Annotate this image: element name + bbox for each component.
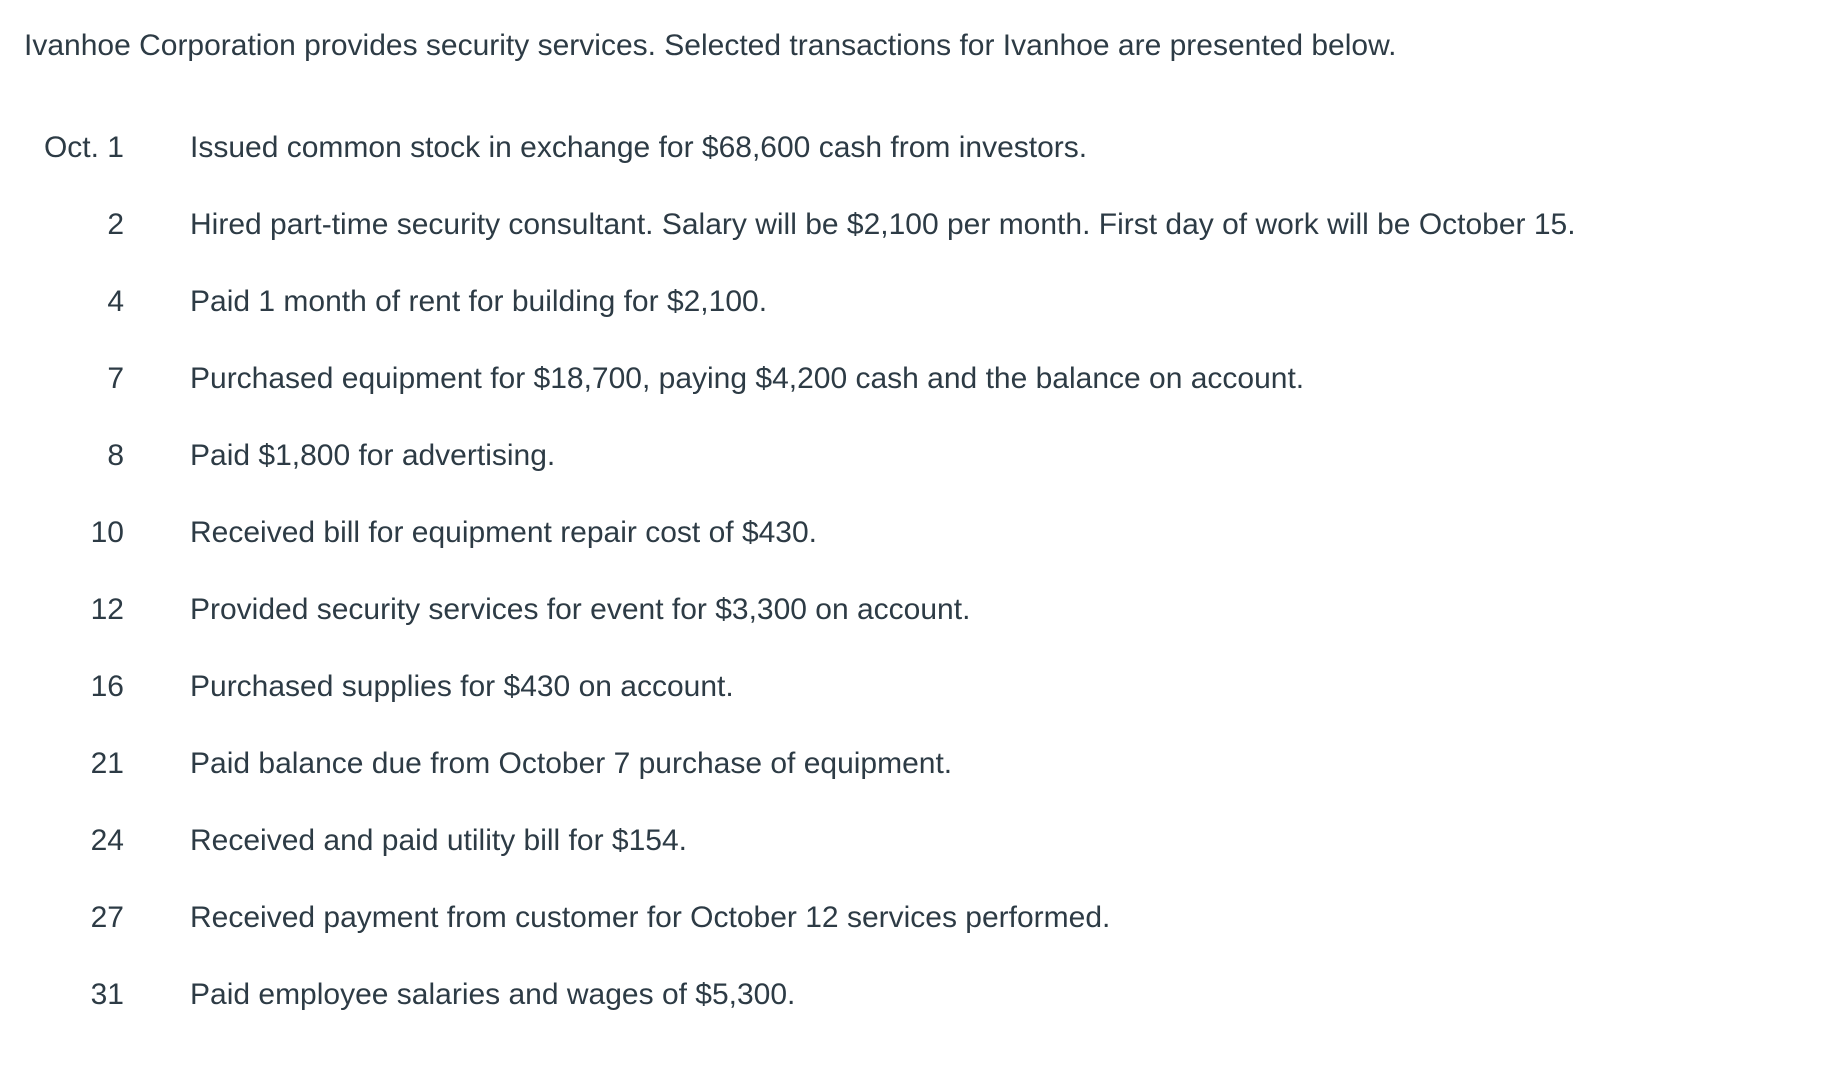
transaction-description: Received and paid utility bill for $154. <box>190 824 687 857</box>
transaction-row <box>0 205 1832 282</box>
transaction-date: 2 <box>107 208 124 241</box>
transaction-date: 10 <box>90 516 124 549</box>
intro-text: Ivanhoe Corporation provides security services. Selected transactions for Ivanhoe are presented below. <box>24 29 1397 62</box>
transaction-row <box>0 436 1832 513</box>
transaction-row <box>0 667 1832 744</box>
transaction-date: 16 <box>90 670 124 703</box>
transaction-description: Purchased equipment for $18,700, paying $4,200 cash and the balance on account. <box>190 362 1305 395</box>
transaction-row <box>0 975 1832 1052</box>
transaction-description: Paid employee salaries and wages of $5,300. <box>190 978 796 1011</box>
transaction-description: Paid balance due from October 7 purchase of equipment. <box>190 747 953 780</box>
transaction-row <box>0 128 1832 205</box>
transaction-row <box>0 359 1832 436</box>
transaction-description: Hired part-time security consultant. Salary will be $2,100 per month. First day of work will be October 15. <box>190 208 1576 241</box>
transaction-date: Oct. 1 <box>43 131 124 164</box>
transaction-row <box>0 744 1832 821</box>
transaction-date: 4 <box>107 285 124 318</box>
transaction-description: Paid $1,800 for advertising. <box>190 439 556 472</box>
transaction-description: Provided security services for event for $3,300 on account. <box>190 593 971 626</box>
transaction-date: 27 <box>90 901 124 934</box>
transaction-row <box>0 590 1832 667</box>
transaction-row <box>0 898 1832 975</box>
transaction-description: Received bill for equipment repair cost of $430. <box>190 516 818 549</box>
transaction-row <box>0 821 1832 898</box>
transaction-date: 12 <box>90 593 124 626</box>
transaction-date: 24 <box>90 824 124 857</box>
transaction-description: Paid 1 month of rent for building for $2,100. <box>190 285 768 318</box>
transaction-description: Received payment from customer for October 12 services performed. <box>190 901 1111 934</box>
transaction-row <box>0 513 1832 590</box>
transaction-date: 31 <box>90 978 124 1011</box>
transaction-description: Purchased supplies for $430 on account. <box>190 670 734 703</box>
transaction-date: 7 <box>107 362 124 395</box>
transaction-date: 8 <box>107 439 124 472</box>
transaction-list <box>0 128 1832 1052</box>
transaction-row <box>0 282 1832 359</box>
transaction-description: Issued common stock in exchange for $68,600 cash from investors. <box>190 131 1088 164</box>
transaction-date: 21 <box>90 747 124 780</box>
